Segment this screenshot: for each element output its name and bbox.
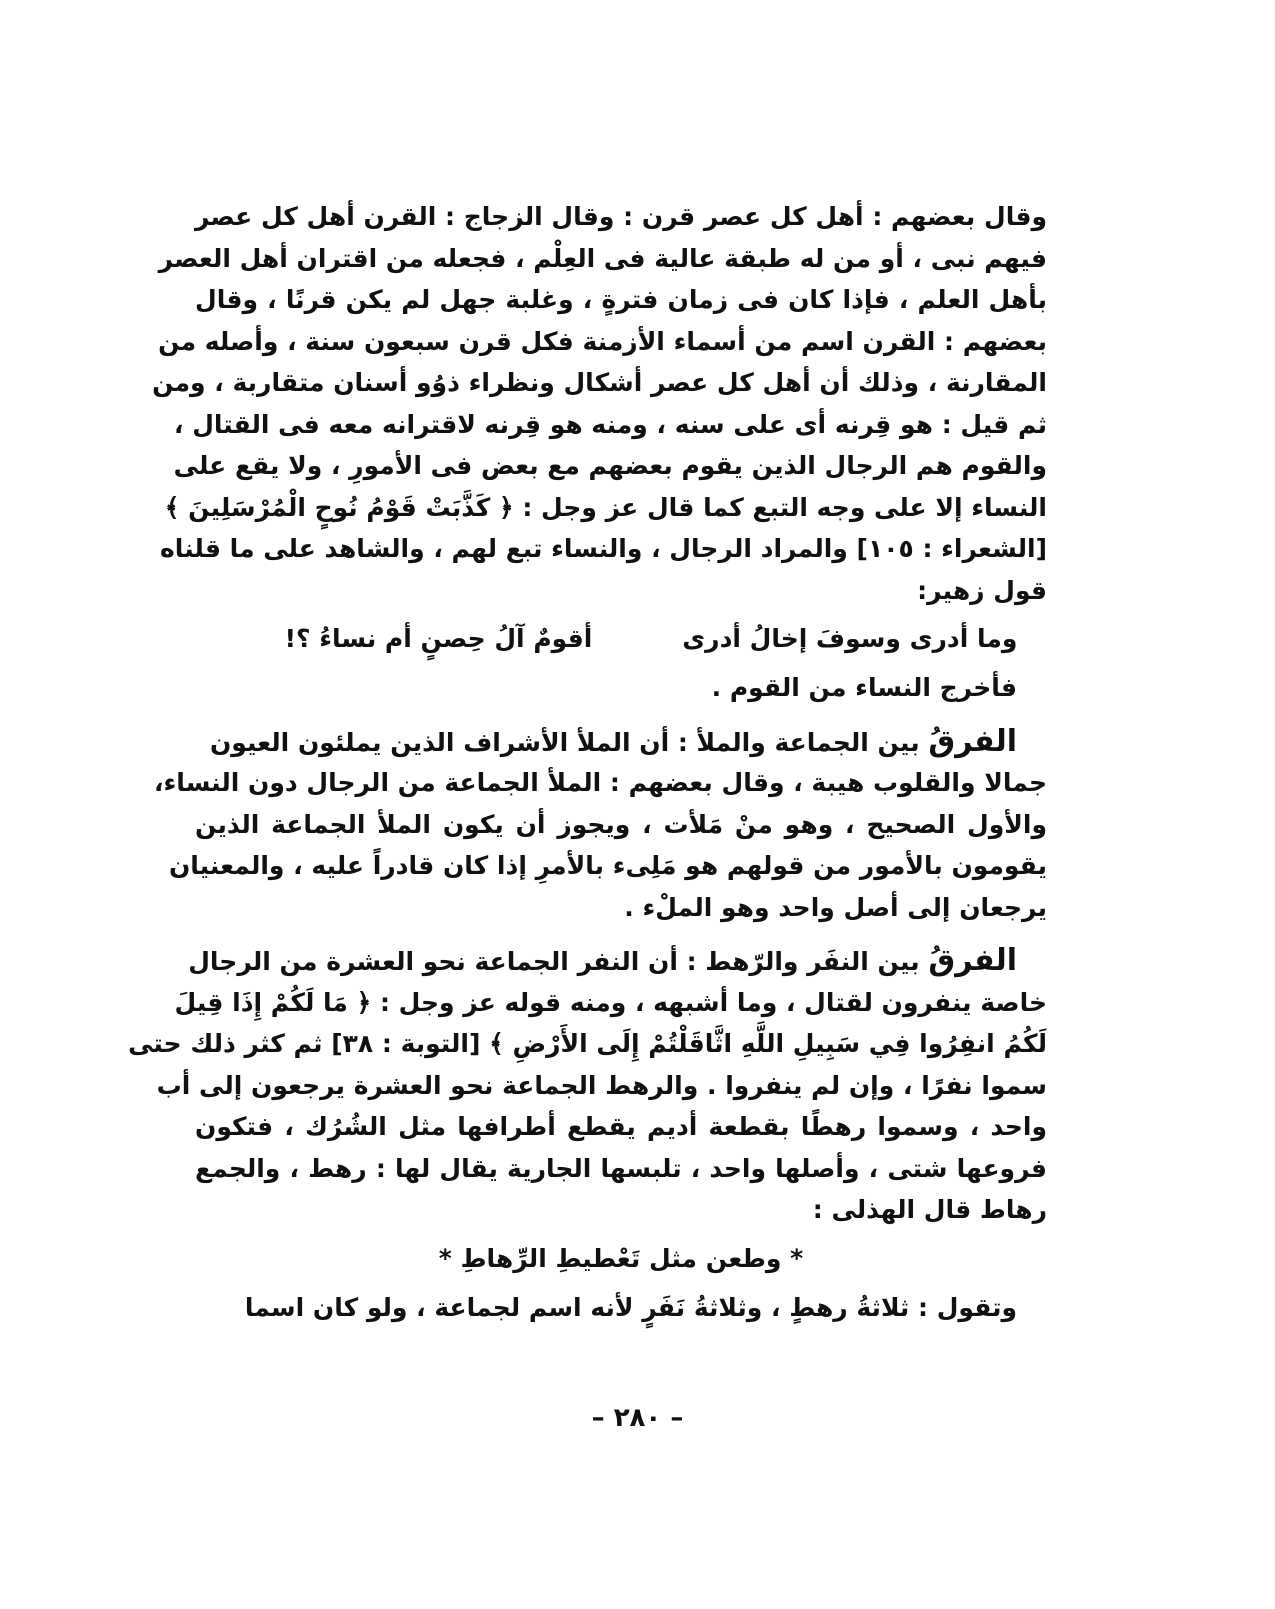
paragraph-1 [152,196,1047,611]
verse-hemistich-2: أقومٌ آلُ حِصنٍ أم نساءُ ؟! [284,624,593,653]
verse-hemistich-1: وما أدرى وسوفَ إخالُ أدرى [682,624,1018,653]
text-line: والأول الصحيح ، وهو منْ مَلأت ، ويجوز أن يكون الملأ الجماعة الذين [195,809,1047,839]
text-line: النساء إلا على وجه التبع كما قال عز وجل : ﴿ كَذَّبَتْ قَوْمُ نُوحٍ الْمُرْسَلِينَ ﴾ [164,492,1047,522]
section-first-line-text: بين الجماعة والملأ : أن الملأ الأشراف الذين يملئون العيون [209,727,920,757]
text-line: جمالا والقلوب هيبة ، وقال بعضهم : الملأ الجماعة من الرجال دون النساء، [154,768,1047,797]
text-line: قول زهير: [917,575,1047,605]
page-body [128,196,1047,1328]
text-line: واحد ، وسموا رهطًا بقطعة أديم يقطع أطرافها مثل الشُرُك ، فتكون [195,1112,1047,1141]
section-first-line [195,721,1047,763]
paragraph-2 [154,721,1047,929]
section-heading: الفرقُ [928,723,1017,759]
quote-line: * وطعن مثل تَعْطيطِ الرِّهاطِ * [438,1243,804,1273]
text-line: لَكُمُ انفِرُوا فِي سَبِيلِ اللَّهِ اثَّاقَلْتُمْ إِلَى الأَرْضِ ﴾ [التوبة : ٣٨] ثم كثر ذلك حتى [128,1029,1047,1058]
section-heading: الفرقُ [928,943,1017,978]
text-line: ثم قيل : هو قِرنه أى على سنه ، ومنه هو قِرنه لاقترانه معه فى القتال ، [174,409,1047,439]
text-line: فيهم نبى ، أو من له طبقة عالية فى العِلْم ، فجعله من اقتران أهل العصر [158,243,1047,273]
text-line: بأهل العلم ، فإذا كان فى زمان فترةٍ ، وغلبة جهل لم يكن قرنًا ، وقال [195,285,1047,314]
paragraph-gap [195,709,1047,721]
text-line: فروعها شتى ، وأصلها واحد ، تلبسها الجارية يقال لها : رهط ، والجمع [195,1153,1047,1183]
section-first-line [188,940,1047,982]
text-line: يقومون بالأمور من قولهم هو مَلِىء بالأمرِ إذا كان قادراً عليه ، والمعنيان [168,851,1047,880]
page-number: – ٢٨٠ – [591,1403,684,1433]
text-line: وقال بعضهم : أهل كل عصر قرن : وقال الزجاج : القرن أهل كل عصر [195,202,1047,231]
text-line: بعضهم : القرن اسم من أسماء الأزمنة فكل قرن سبعون سنة ، وأصله من [158,326,1047,356]
section-first-line-text: بين النفَر والرّهط : أن النفر الجماعة نحو العشرة من الرجال [188,947,920,976]
paragraph-gap [195,928,1047,940]
text-line: يرجعان إلى أصل واحد وهو الملْء . [624,892,1047,922]
text-line: رهاط قال الهذلى : [812,1195,1047,1224]
paragraph-3 [128,940,1047,1231]
text-line: المقارنة ، وذلك أن أهل كل عصر أشكال ونظراء ذوُو أسنان متقاربة ، ومن [152,368,1047,397]
text-line: وتقول : ثلاثةُ رهطٍ ، وثلاثةُ نَفَرٍ لأنه اسم لجماعة ، ولو كان اسما [244,1292,1017,1322]
text-line: خاصة ينفرون لقتال ، وما أشبهه ، ومنه قوله عز وجل : ﴿ مَا لَكُمْ إِذَا قِيلَ [174,987,1047,1017]
text-line: والقوم هم الرجال الذين يقوم بعضهم مع بعض فى الأمورِ ، ولا يقع على [173,451,1047,480]
text-line: فأخرج النساء من القوم . [711,673,1017,702]
text-line: [الشعراء : ١٠٥] والمراد الرجال ، والنساء تبع لهم ، والشاهد على ما قلناه [160,534,1047,563]
text-line: سموا نفرًا ، وإن لم ينفروا . والرهط الجماعة نحو العشرة يرجعون إلى أب [156,1070,1047,1100]
poetry-verse [195,611,1047,667]
